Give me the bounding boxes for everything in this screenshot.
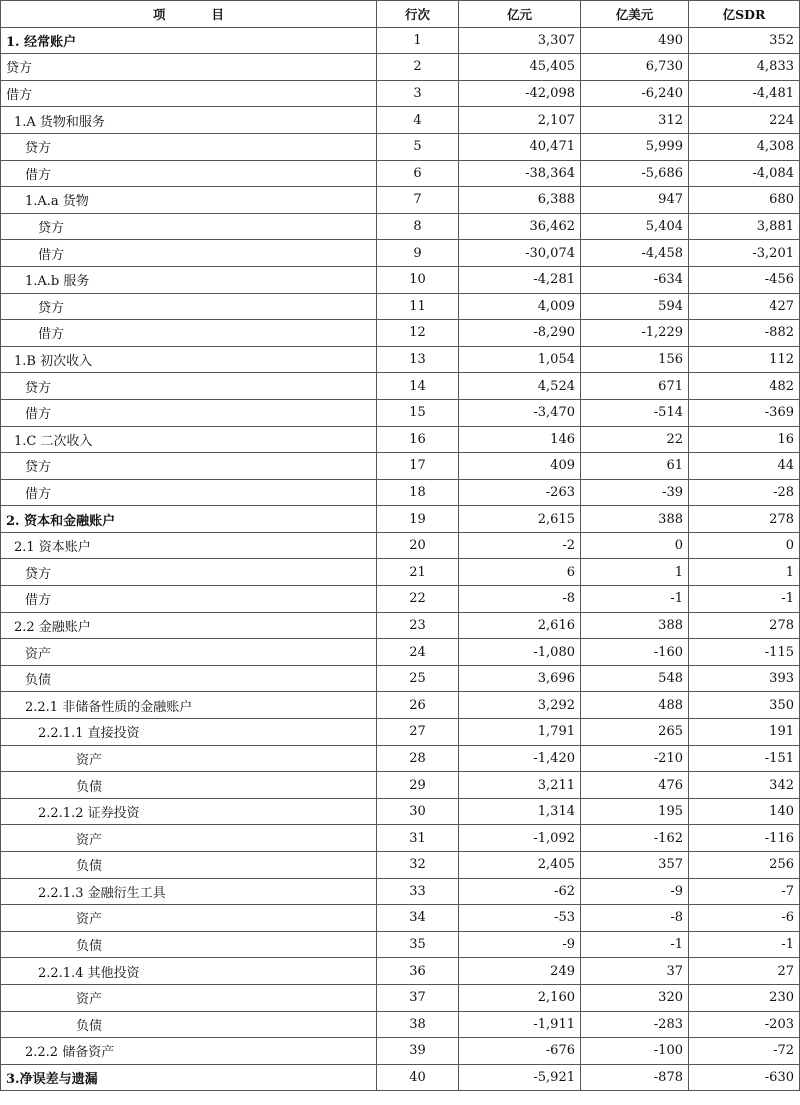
row-label: 资产 — [1, 905, 377, 932]
row-line-number: 4 — [377, 107, 459, 134]
row-value-usd: -1 — [581, 586, 689, 613]
row-label: 2.2.1.4 其他投资 — [1, 958, 377, 985]
header-row — [1, 1, 800, 28]
row-value-cny: 3,307 — [459, 27, 581, 54]
row-line-number: 16 — [377, 426, 459, 453]
row-line-number: 8 — [377, 213, 459, 240]
table-row — [1, 133, 800, 160]
row-line-number: 40 — [377, 1064, 459, 1091]
row-value-sdr: -116 — [689, 825, 800, 852]
row-line-number: 39 — [377, 1038, 459, 1065]
row-label: 2.1 资本账户 — [1, 532, 377, 559]
table-row — [1, 107, 800, 134]
row-value-sdr: 427 — [689, 293, 800, 320]
row-line-number: 37 — [377, 984, 459, 1011]
row-value-cny: -1,911 — [459, 1011, 581, 1038]
row-label: 负债 — [1, 931, 377, 958]
table-row — [1, 373, 800, 400]
row-label: 借方 — [1, 320, 377, 347]
row-line-number: 12 — [377, 320, 459, 347]
row-value-cny: 249 — [459, 958, 581, 985]
row-value-usd: 488 — [581, 692, 689, 719]
table-row — [1, 320, 800, 347]
row-label: 贷方 — [1, 293, 377, 320]
table-row — [1, 878, 800, 905]
row-value-usd: -1,229 — [581, 320, 689, 347]
row-value-cny: -53 — [459, 905, 581, 932]
row-value-usd: 320 — [581, 984, 689, 1011]
table-row — [1, 426, 800, 453]
row-value-cny: -38,364 — [459, 160, 581, 187]
row-line-number: 14 — [377, 373, 459, 400]
row-value-usd: -160 — [581, 639, 689, 666]
row-value-cny: -42,098 — [459, 80, 581, 107]
row-value-cny: -62 — [459, 878, 581, 905]
row-value-sdr: 1 — [689, 559, 800, 586]
row-value-usd: -634 — [581, 266, 689, 293]
row-label: 借方 — [1, 479, 377, 506]
row-value-usd: 195 — [581, 798, 689, 825]
row-value-usd: 156 — [581, 346, 689, 373]
row-value-usd: 37 — [581, 958, 689, 985]
row-label: 2.2.1 非储备性质的金融账户 — [1, 692, 377, 719]
row-value-sdr: 278 — [689, 506, 800, 533]
row-value-sdr: 256 — [689, 852, 800, 879]
table-row — [1, 665, 800, 692]
row-value-sdr: 230 — [689, 984, 800, 1011]
row-value-sdr: -28 — [689, 479, 800, 506]
row-value-sdr: -1 — [689, 931, 800, 958]
header-usd: 亿美元 — [581, 1, 689, 28]
row-value-usd: 312 — [581, 107, 689, 134]
row-value-cny: -676 — [459, 1038, 581, 1065]
row-value-sdr: 3,881 — [689, 213, 800, 240]
table-row — [1, 719, 800, 746]
table-row — [1, 612, 800, 639]
table-row — [1, 54, 800, 81]
row-value-usd: 671 — [581, 373, 689, 400]
row-value-cny: 2,107 — [459, 107, 581, 134]
row-label: 2.2 金融账户 — [1, 612, 377, 639]
table-row — [1, 27, 800, 54]
row-value-cny: 4,009 — [459, 293, 581, 320]
row-value-usd: -162 — [581, 825, 689, 852]
row-label: 资产 — [1, 984, 377, 1011]
table-row — [1, 692, 800, 719]
row-value-sdr: 16 — [689, 426, 800, 453]
row-value-sdr: 0 — [689, 532, 800, 559]
header-item — [1, 1, 377, 28]
row-label: 贷方 — [1, 453, 377, 480]
row-line-number: 29 — [377, 772, 459, 799]
row-label: 2.2.1.3 金融衍生工具 — [1, 878, 377, 905]
row-value-usd: 61 — [581, 453, 689, 480]
row-line-number: 6 — [377, 160, 459, 187]
row-label: 1.A.a 货物 — [1, 187, 377, 214]
table-row — [1, 984, 800, 1011]
row-value-usd: 22 — [581, 426, 689, 453]
table-row — [1, 798, 800, 825]
row-line-number: 24 — [377, 639, 459, 666]
table-row — [1, 506, 800, 533]
row-line-number: 15 — [377, 399, 459, 426]
row-value-usd: 947 — [581, 187, 689, 214]
row-value-cny: -1,092 — [459, 825, 581, 852]
row-value-cny: 45,405 — [459, 54, 581, 81]
row-value-usd: -1 — [581, 931, 689, 958]
row-value-cny: 36,462 — [459, 213, 581, 240]
row-value-cny: -30,074 — [459, 240, 581, 267]
row-line-number: 11 — [377, 293, 459, 320]
row-value-sdr: 482 — [689, 373, 800, 400]
row-label: 借方 — [1, 586, 377, 613]
row-label: 2.2.2 储备资产 — [1, 1038, 377, 1065]
table-row — [1, 1064, 800, 1091]
table-row — [1, 213, 800, 240]
header-item-part1: 项 — [152, 6, 166, 22]
row-value-usd: 6,730 — [581, 54, 689, 81]
row-line-number: 36 — [377, 958, 459, 985]
row-line-number: 20 — [377, 532, 459, 559]
row-value-sdr: 393 — [689, 665, 800, 692]
row-label: 1.C 二次收入 — [1, 426, 377, 453]
row-value-usd: 5,999 — [581, 133, 689, 160]
row-label: 负债 — [1, 852, 377, 879]
row-label: 借方 — [1, 160, 377, 187]
row-value-cny: -263 — [459, 479, 581, 506]
row-label: 借方 — [1, 80, 377, 107]
row-line-number: 3 — [377, 80, 459, 107]
row-value-sdr: -151 — [689, 745, 800, 772]
row-value-cny: -5,921 — [459, 1064, 581, 1091]
row-value-cny: -8 — [459, 586, 581, 613]
row-value-sdr: -7 — [689, 878, 800, 905]
row-value-sdr: 342 — [689, 772, 800, 799]
row-line-number: 19 — [377, 506, 459, 533]
row-value-sdr: 112 — [689, 346, 800, 373]
row-value-sdr: 352 — [689, 27, 800, 54]
row-line-number: 32 — [377, 852, 459, 879]
row-value-usd: 0 — [581, 532, 689, 559]
row-value-sdr: -1 — [689, 586, 800, 613]
row-label: 2. 资本和金融账户 — [1, 506, 377, 533]
table-row — [1, 293, 800, 320]
row-value-usd: -100 — [581, 1038, 689, 1065]
header-sdr: 亿SDR — [689, 1, 800, 28]
row-value-usd: -514 — [581, 399, 689, 426]
row-value-cny: 3,696 — [459, 665, 581, 692]
table-row — [1, 639, 800, 666]
table-row — [1, 240, 800, 267]
row-value-cny: -2 — [459, 532, 581, 559]
row-value-sdr: -4,481 — [689, 80, 800, 107]
row-value-sdr: 224 — [689, 107, 800, 134]
row-value-usd: -283 — [581, 1011, 689, 1038]
row-line-number: 22 — [377, 586, 459, 613]
row-label: 贷方 — [1, 54, 377, 81]
row-value-sdr: -3,201 — [689, 240, 800, 267]
table-row — [1, 453, 800, 480]
row-label: 贷方 — [1, 559, 377, 586]
table-row — [1, 852, 800, 879]
table-row — [1, 958, 800, 985]
row-value-sdr: 4,833 — [689, 54, 800, 81]
row-label: 1. 经常账户 — [1, 27, 377, 54]
table-row — [1, 346, 800, 373]
table-row — [1, 266, 800, 293]
row-label: 3.净误差与遗漏 — [1, 1064, 377, 1091]
row-value-usd: 476 — [581, 772, 689, 799]
row-value-sdr: 4,308 — [689, 133, 800, 160]
row-line-number: 5 — [377, 133, 459, 160]
table-row — [1, 1038, 800, 1065]
row-line-number: 9 — [377, 240, 459, 267]
header-line: 行次 — [377, 1, 459, 28]
row-value-cny: -8,290 — [459, 320, 581, 347]
row-label: 资产 — [1, 825, 377, 852]
row-value-usd: 265 — [581, 719, 689, 746]
row-value-cny: 1,791 — [459, 719, 581, 746]
row-value-sdr: 278 — [689, 612, 800, 639]
row-value-usd: -5,686 — [581, 160, 689, 187]
row-value-cny: 6 — [459, 559, 581, 586]
row-line-number: 21 — [377, 559, 459, 586]
row-value-cny: 6,388 — [459, 187, 581, 214]
row-label: 借方 — [1, 399, 377, 426]
row-value-sdr: 27 — [689, 958, 800, 985]
row-value-cny: 146 — [459, 426, 581, 453]
row-label: 1.B 初次收入 — [1, 346, 377, 373]
row-line-number: 13 — [377, 346, 459, 373]
row-line-number: 33 — [377, 878, 459, 905]
table-row — [1, 479, 800, 506]
row-value-sdr: -456 — [689, 266, 800, 293]
table-row — [1, 931, 800, 958]
row-value-cny: 3,211 — [459, 772, 581, 799]
row-value-cny: -3,470 — [459, 399, 581, 426]
row-line-number: 34 — [377, 905, 459, 932]
row-value-cny: 2,160 — [459, 984, 581, 1011]
row-value-cny: 4,524 — [459, 373, 581, 400]
header-cny: 亿元 — [459, 1, 581, 28]
row-line-number: 31 — [377, 825, 459, 852]
table-row — [1, 586, 800, 613]
row-line-number: 23 — [377, 612, 459, 639]
row-line-number: 10 — [377, 266, 459, 293]
row-value-usd: -8 — [581, 905, 689, 932]
row-line-number: 27 — [377, 719, 459, 746]
header-item-part2: 目 — [211, 6, 225, 22]
table-row — [1, 399, 800, 426]
row-line-number: 1 — [377, 27, 459, 54]
row-value-usd: 388 — [581, 506, 689, 533]
row-line-number: 17 — [377, 453, 459, 480]
table-row — [1, 905, 800, 932]
row-line-number: 7 — [377, 187, 459, 214]
table-row — [1, 772, 800, 799]
row-value-usd: -210 — [581, 745, 689, 772]
row-value-sdr: -203 — [689, 1011, 800, 1038]
row-line-number: 25 — [377, 665, 459, 692]
row-label: 贷方 — [1, 373, 377, 400]
row-value-sdr: 191 — [689, 719, 800, 746]
row-line-number: 18 — [377, 479, 459, 506]
row-label: 负债 — [1, 1011, 377, 1038]
row-value-cny: 2,405 — [459, 852, 581, 879]
row-value-sdr: 680 — [689, 187, 800, 214]
row-value-sdr: -4,084 — [689, 160, 800, 187]
row-line-number: 30 — [377, 798, 459, 825]
table-row — [1, 745, 800, 772]
row-value-cny: -4,281 — [459, 266, 581, 293]
row-value-usd: 357 — [581, 852, 689, 879]
table-row — [1, 825, 800, 852]
row-value-cny: -1,080 — [459, 639, 581, 666]
row-label: 贷方 — [1, 213, 377, 240]
row-value-cny: 40,471 — [459, 133, 581, 160]
row-value-usd: 548 — [581, 665, 689, 692]
row-value-cny: 1,054 — [459, 346, 581, 373]
row-label: 1.A.b 服务 — [1, 266, 377, 293]
row-line-number: 26 — [377, 692, 459, 719]
row-value-usd: -878 — [581, 1064, 689, 1091]
row-label: 资产 — [1, 639, 377, 666]
row-value-usd: 490 — [581, 27, 689, 54]
row-value-cny: 3,292 — [459, 692, 581, 719]
row-value-sdr: -6 — [689, 905, 800, 932]
row-value-usd: 1 — [581, 559, 689, 586]
row-value-cny: 1,314 — [459, 798, 581, 825]
row-line-number: 2 — [377, 54, 459, 81]
row-line-number: 28 — [377, 745, 459, 772]
row-label: 1.A 货物和服务 — [1, 107, 377, 134]
row-value-sdr: -115 — [689, 639, 800, 666]
row-label: 借方 — [1, 240, 377, 267]
row-value-sdr: -72 — [689, 1038, 800, 1065]
table-row — [1, 532, 800, 559]
row-value-cny: -1,420 — [459, 745, 581, 772]
row-value-usd: -39 — [581, 479, 689, 506]
row-label: 负债 — [1, 772, 377, 799]
row-value-usd: 388 — [581, 612, 689, 639]
row-label: 贷方 — [1, 133, 377, 160]
row-value-sdr: 350 — [689, 692, 800, 719]
row-value-sdr: -369 — [689, 399, 800, 426]
row-value-sdr: -882 — [689, 320, 800, 347]
table-row — [1, 80, 800, 107]
row-line-number: 35 — [377, 931, 459, 958]
row-label: 负债 — [1, 665, 377, 692]
row-value-usd: 594 — [581, 293, 689, 320]
row-label: 2.2.1.2 证券投资 — [1, 798, 377, 825]
row-value-cny: -9 — [459, 931, 581, 958]
table-row — [1, 559, 800, 586]
table-row — [1, 187, 800, 214]
row-value-usd: -4,458 — [581, 240, 689, 267]
row-value-sdr: 44 — [689, 453, 800, 480]
row-value-sdr: 140 — [689, 798, 800, 825]
row-value-cny: 409 — [459, 453, 581, 480]
row-value-usd: -6,240 — [581, 80, 689, 107]
row-label: 资产 — [1, 745, 377, 772]
row-value-usd: 5,404 — [581, 213, 689, 240]
row-line-number: 38 — [377, 1011, 459, 1038]
row-value-usd: -9 — [581, 878, 689, 905]
table-row — [1, 1011, 800, 1038]
row-value-sdr: -630 — [689, 1064, 800, 1091]
row-value-cny: 2,615 — [459, 506, 581, 533]
row-value-cny: 2,616 — [459, 612, 581, 639]
row-label: 2.2.1.1 直接投资 — [1, 719, 377, 746]
table-row — [1, 160, 800, 187]
